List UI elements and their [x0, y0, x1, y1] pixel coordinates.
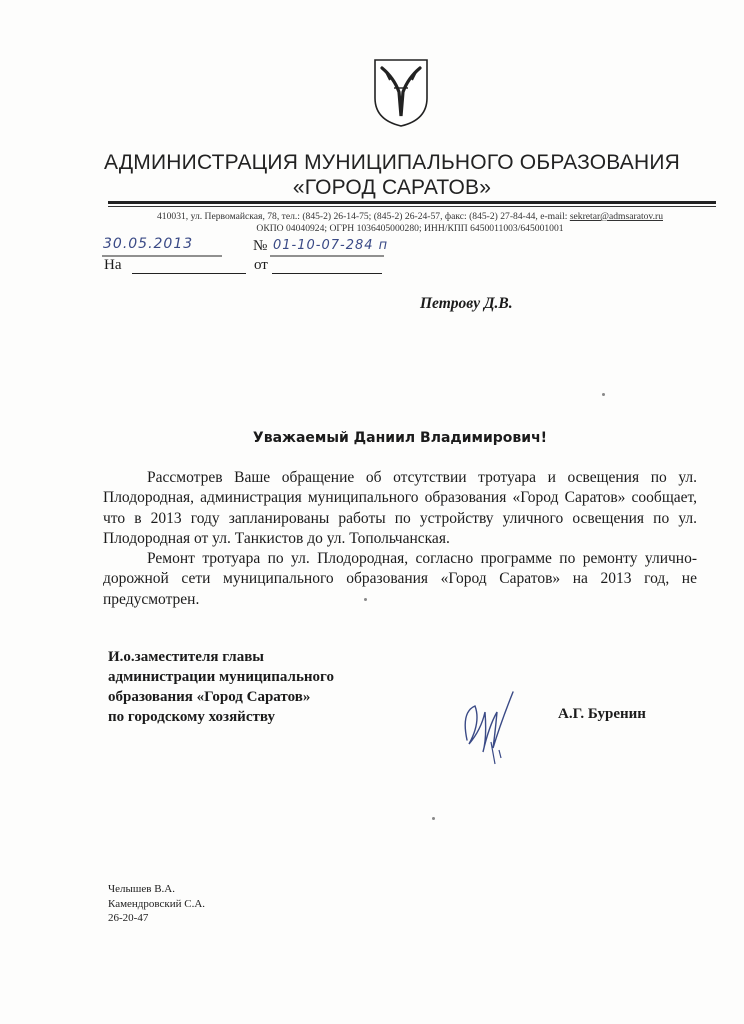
address-line2: ОКПО 04040924; ОГРН 1036405000280; ИНН/КПП 6450011003/645001001: [256, 223, 564, 234]
na-blank-line: [132, 273, 246, 274]
executor-line1: Челышев В.А.: [108, 883, 175, 895]
registration-number-underline: [270, 254, 384, 258]
recipient-name: Петрову Д.В.: [420, 295, 513, 312]
address-text: 410031, ул. Первомайская, 78, тел.: (845-2) 26-14-75; (845-2) 26-24-57, факс: (845-2) 27-84-44, e-mail:: [157, 211, 570, 222]
header-rule-thick: [108, 201, 716, 204]
registration-date: 30.05.2013: [103, 236, 194, 252]
header-rule-thin: [108, 206, 716, 207]
na-label: На: [104, 257, 122, 273]
letter-body: [103, 468, 697, 610]
org-name-line1: АДМИНИСТРАЦИЯ МУНИЦИПАЛЬНОГО ОБРАЗОВАНИЯ: [103, 151, 681, 174]
scan-speck: [602, 393, 605, 396]
registration-number: 01-10-07-284 п: [273, 238, 389, 253]
email-link[interactable]: sekretar@admsaratov.ru: [569, 211, 663, 222]
executor-phone: 26-20-47: [108, 912, 149, 924]
signer-title-line2: администрации муниципального: [108, 669, 334, 685]
ot-blank-line: [272, 273, 382, 274]
executor-line2: Камендровский С.А.: [108, 897, 206, 910]
signer-name: А.Г. Буренин: [558, 706, 646, 722]
body-paragraph-2: Ремонт тротуара по ул. Плодородная, согласно программе по ремонту улично-дорожной сети муниципального образования «Город Саратов» на 2013 год, не предусмотрен.: [103, 550, 697, 608]
ot-label: от: [254, 257, 268, 273]
coat-of-arms-icon: [372, 58, 430, 128]
address-line1: [0, 211, 744, 222]
signer-title-line4: по городскому хозяйству: [108, 709, 275, 725]
signer-title-line1: И.о.заместителя главы: [108, 649, 265, 665]
handwritten-signature: [455, 682, 525, 772]
salutation: Уважаемый Даниил Владимирович!: [252, 430, 548, 446]
executor-footer: [108, 882, 205, 926]
signer-title: [108, 647, 388, 727]
signer-title-line3: образования «Город Саратов»: [108, 689, 311, 705]
scan-speck: [364, 598, 367, 601]
org-name-line2: «ГОРОД САРАТОВ»: [292, 176, 492, 199]
body-paragraph-1: Рассмотрев Ваше обращение об отсутствии тротуара и освещения по ул. Плодородная, администрация муниципального образования «Город Саратов» сообщает, что в 2013 году запланированы работы по устройству уличного освещения по ул. Плодородная от ул. Танкистов до ул. Топольчанская.: [103, 469, 697, 547]
number-label: №: [253, 238, 268, 254]
scan-speck: [432, 817, 435, 820]
